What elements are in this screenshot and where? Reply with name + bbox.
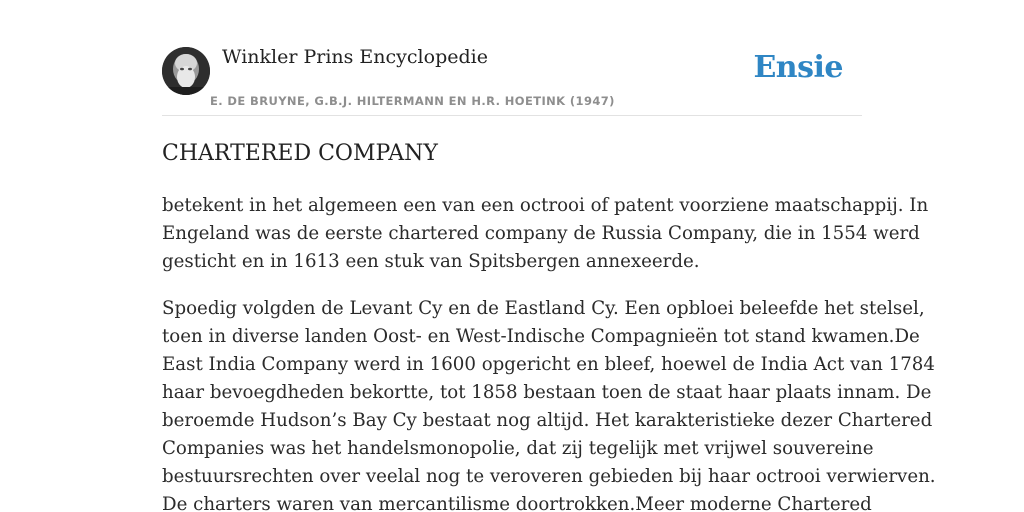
text-line: gesticht en in 1613 een stuk van Spitsbergen annexeerde.: [162, 251, 700, 272]
text-line: haar bevoegdheden bekortte, tot 1858 bestaan toen de staat haar plaats innam. De: [162, 382, 932, 403]
text-line: Companies was het handelsmonopolie, dat zij tegelijk met vrijwel souvereine: [162, 438, 874, 459]
article-body: [162, 192, 936, 512]
author-portrait-icon: [162, 47, 210, 95]
text-line: toen in diverse landen Oost- en West-Indische Compagnieën tot stand kwamen.De: [162, 326, 920, 347]
source-title[interactable]: Winkler Prins Encyclopedie: [222, 46, 488, 68]
paragraph: [162, 192, 929, 276]
text-line: betekent in het algemeen een van een octrooi of patent voorziene maatschappij. In: [162, 195, 929, 216]
text-line: bestuursrechten over veelal nog te veroveren gebieden bij haar octrooi verwierven.: [162, 466, 936, 487]
header-divider: [162, 115, 862, 116]
ensie-logo[interactable]: Ensie: [753, 50, 843, 85]
source-header: [162, 45, 862, 115]
source-authors: E. DE BRUYNE, G.B.J. HILTERMANN EN H.R. HOETINK (1947): [210, 94, 615, 108]
paragraph: [162, 295, 936, 512]
text-line: De charters waren van mercantilisme doortrokken.Meer moderne Chartered: [162, 494, 872, 512]
text-line: Engeland was de eerste chartered company de Russia Company, die in 1554 werd: [162, 223, 920, 244]
avatar[interactable]: [162, 47, 210, 95]
text-line: Spoedig volgden de Levant Cy en de Eastland Cy. Een opbloei beleefde het stelsel,: [162, 298, 925, 319]
text-line: beroemde Hudson’s Bay Cy bestaat nog altijd. Het karakteristieke dezer Chartered: [162, 410, 933, 431]
article-title: CHARTERED COMPANY: [162, 141, 438, 166]
text-line: East India Company werd in 1600 opgericht en bleef, hoewel de India Act van 1784: [162, 354, 935, 375]
